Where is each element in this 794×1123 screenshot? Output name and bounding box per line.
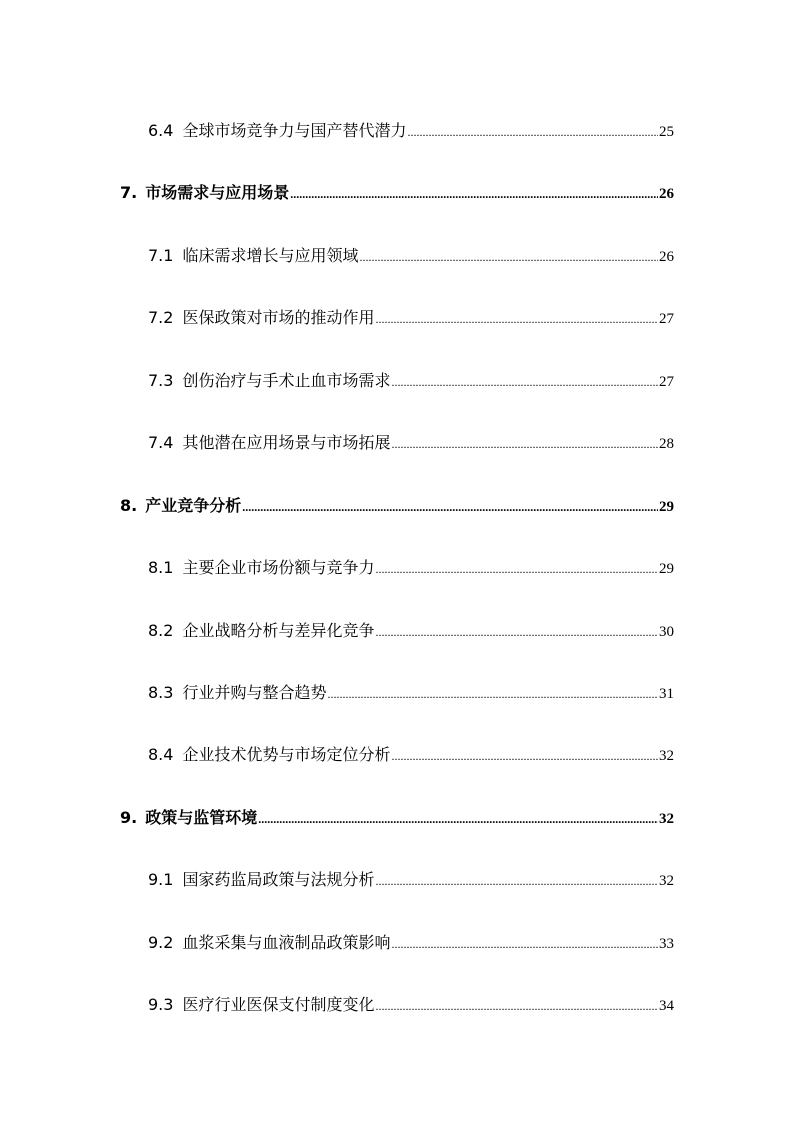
toc-number: 7.3 bbox=[148, 371, 174, 390]
toc-entry-7-4[interactable] bbox=[148, 430, 674, 454]
toc-title: 产业竞争分析 bbox=[145, 496, 242, 515]
toc-title: 市场需求与应用场景 bbox=[145, 183, 290, 202]
toc-entry-9-1[interactable] bbox=[148, 867, 674, 891]
toc-entry-8-2[interactable] bbox=[148, 618, 674, 642]
toc-leader-dots bbox=[391, 937, 658, 952]
toc-number: 8.2 bbox=[148, 621, 174, 640]
toc-title: 国家药监局政策与法规分析 bbox=[182, 870, 375, 889]
toc-title: 企业技术优势与市场定位分析 bbox=[182, 745, 391, 764]
toc-title: 临床需求增长与应用领域 bbox=[182, 246, 359, 265]
toc-entry-9-3[interactable] bbox=[148, 992, 674, 1016]
toc-entry-8-4[interactable] bbox=[148, 742, 674, 766]
toc-page-number: 26 bbox=[659, 186, 674, 202]
toc-title: 创伤治疗与手术止血市场需求 bbox=[182, 371, 391, 390]
toc-page-number: 32 bbox=[659, 873, 674, 889]
toc-leader-dots bbox=[375, 874, 658, 889]
toc-page-number: 29 bbox=[659, 499, 674, 515]
toc-number: 8. bbox=[120, 496, 138, 515]
toc-entry-8[interactable] bbox=[120, 493, 674, 517]
toc-entry-7-1[interactable] bbox=[148, 243, 674, 267]
toc-title: 行业并购与整合趋势 bbox=[182, 683, 327, 702]
toc-page-number: 31 bbox=[659, 686, 674, 702]
toc-leader-dots bbox=[375, 562, 658, 577]
toc-number: 7.4 bbox=[148, 433, 174, 452]
toc-leader-dots bbox=[242, 500, 658, 515]
toc-number: 9. bbox=[120, 808, 138, 827]
toc-page-number: 32 bbox=[659, 748, 674, 764]
toc-leader-dots bbox=[258, 812, 658, 827]
toc-number: 7.2 bbox=[148, 308, 174, 327]
toc-entry-9-2[interactable] bbox=[148, 930, 674, 954]
toc-number: 9.1 bbox=[148, 870, 174, 889]
toc-entry-7[interactable] bbox=[120, 180, 674, 204]
toc-title: 医疗行业医保支付制度变化 bbox=[182, 995, 375, 1014]
toc-page-number: 27 bbox=[659, 374, 674, 390]
toc-number: 9.3 bbox=[148, 995, 174, 1014]
toc-title: 企业战略分析与差异化竞争 bbox=[182, 621, 375, 640]
toc-number: 6.4 bbox=[148, 121, 174, 140]
toc-page-number: 27 bbox=[659, 311, 674, 327]
toc-leader-dots bbox=[290, 187, 658, 202]
toc-entry-7-3[interactable] bbox=[148, 368, 674, 392]
toc-entry-8-3[interactable] bbox=[148, 680, 674, 704]
toc-number: 9.2 bbox=[148, 933, 174, 952]
toc-page-number: 33 bbox=[659, 936, 674, 952]
toc-page-number: 32 bbox=[659, 811, 674, 827]
toc-leader-dots bbox=[391, 437, 658, 452]
toc-leader-dots bbox=[359, 250, 658, 265]
toc-page-number: 34 bbox=[659, 998, 674, 1014]
toc-page-number: 28 bbox=[659, 436, 674, 452]
toc-title: 全球市场竞争力与国产替代潜力 bbox=[182, 121, 407, 140]
toc-leader-dots bbox=[375, 312, 658, 327]
toc-leader-dots bbox=[327, 687, 658, 702]
toc-title: 政策与监管环境 bbox=[145, 808, 258, 827]
toc-number: 8.3 bbox=[148, 683, 174, 702]
toc-page-number: 25 bbox=[659, 124, 674, 140]
toc-entry-9[interactable] bbox=[120, 805, 674, 829]
toc-entry-6-4[interactable] bbox=[148, 118, 674, 142]
toc-title: 血浆采集与血液制品政策影响 bbox=[182, 933, 391, 952]
toc-entry-7-2[interactable] bbox=[148, 305, 674, 329]
toc-leader-dots bbox=[375, 999, 658, 1014]
toc-page-number: 30 bbox=[659, 624, 674, 640]
toc-page-number: 26 bbox=[659, 249, 674, 265]
toc-leader-dots bbox=[391, 749, 658, 764]
toc-number: 7.1 bbox=[148, 246, 174, 265]
toc-leader-dots bbox=[375, 625, 658, 640]
toc-title: 医保政策对市场的推动作用 bbox=[182, 308, 375, 327]
toc-number: 8.4 bbox=[148, 745, 174, 764]
toc-title: 主要企业市场份额与竞争力 bbox=[182, 558, 375, 577]
toc-title: 其他潜在应用场景与市场拓展 bbox=[182, 433, 391, 452]
toc-entry-8-1[interactable] bbox=[148, 555, 674, 579]
toc-leader-dots bbox=[407, 125, 658, 140]
toc-number: 7. bbox=[120, 183, 138, 202]
toc-leader-dots bbox=[391, 375, 658, 390]
toc-page-number: 29 bbox=[659, 561, 674, 577]
toc-number: 8.1 bbox=[148, 558, 174, 577]
